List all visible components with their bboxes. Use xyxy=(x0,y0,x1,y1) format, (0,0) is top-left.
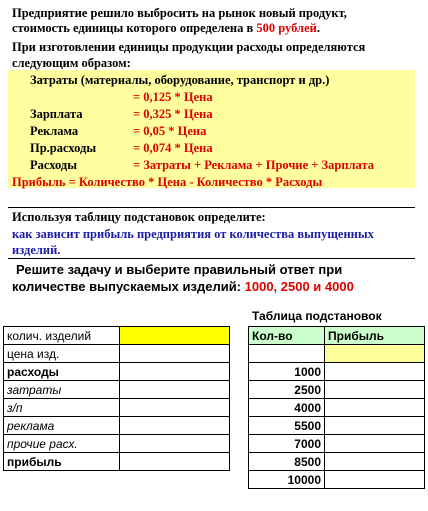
intro-line-2 xyxy=(12,20,320,36)
profit-cell[interactable] xyxy=(325,471,425,489)
table-row xyxy=(4,345,230,363)
table-row xyxy=(249,345,425,363)
task-line-1: Используя таблицу подстановок определите: xyxy=(12,210,266,224)
substitution-table xyxy=(248,326,425,489)
salary-row-label: з/п xyxy=(4,399,120,417)
other-cell[interactable] xyxy=(120,435,230,453)
profit-cell[interactable] xyxy=(325,417,425,435)
table-row xyxy=(249,399,425,417)
task-line-3: изделий. xyxy=(12,243,61,257)
task-bottom-separator xyxy=(8,258,415,259)
table-row xyxy=(249,363,425,381)
profit-header: Прибыль xyxy=(325,327,425,345)
substitution-table-title: Таблица подстановок xyxy=(252,309,382,323)
profit-formula: Прибыль = Количество * Цена - Количество * Расходы xyxy=(12,175,323,189)
table-row xyxy=(4,453,230,471)
profit-cell[interactable] xyxy=(325,381,425,399)
question-line-2 xyxy=(12,279,354,295)
price-label: цена изд. xyxy=(4,345,120,363)
task-line-2: как зависит прибыль предприятия от количества выпущенных xyxy=(12,227,374,241)
other-label: Пр.расходы xyxy=(30,141,97,155)
profit-cell[interactable] xyxy=(120,453,230,471)
table-row xyxy=(249,381,425,399)
qty-cell[interactable]: 1000 xyxy=(249,363,325,381)
product-price: 500 рублей xyxy=(256,21,317,35)
intro-line-4: следующим образом: xyxy=(12,56,131,70)
qty-cell[interactable]: 2500 xyxy=(249,381,325,399)
salary-cell[interactable] xyxy=(120,399,230,417)
table-row xyxy=(4,417,230,435)
other-formula: = 0,074 * Цена xyxy=(133,141,213,155)
task-separator xyxy=(8,207,415,208)
profit-cell[interactable] xyxy=(325,453,425,471)
qty-cell[interactable]: 5500 xyxy=(249,417,325,435)
intro-line-3: При изготовлении единицы продукции расходы определяются xyxy=(12,40,366,54)
formula-profit-cell[interactable] xyxy=(325,345,425,363)
salary-formula: = 0,325 * Цена xyxy=(133,107,213,121)
expenses-cell[interactable] xyxy=(120,363,230,381)
table-header-row xyxy=(249,327,425,345)
expenses-label: Расходы xyxy=(30,158,78,172)
qty-cell[interactable]: 10000 xyxy=(249,471,325,489)
expenses-formula: = Затраты + Реклама + Прочие + Зарплата xyxy=(133,158,375,172)
table-row xyxy=(249,435,425,453)
ads-row-label: реклама xyxy=(4,417,120,435)
table-row xyxy=(249,417,425,435)
table-row xyxy=(4,435,230,453)
costs-formula: = 0,125 * Цена xyxy=(133,90,213,104)
intro-line-2-text: стоимость единицы которого определена в xyxy=(12,21,257,35)
profit-cell[interactable] xyxy=(325,435,425,453)
table-row xyxy=(4,327,230,345)
qty-label: колич. изделий xyxy=(4,327,120,345)
formula-qty-cell[interactable] xyxy=(249,345,325,363)
table-row xyxy=(4,381,230,399)
costs-cell[interactable] xyxy=(120,381,230,399)
question-line-2-text: количестве выпускаемых изделий: xyxy=(12,279,245,294)
salary-label: Зарплата xyxy=(30,107,83,121)
qty-cell[interactable]: 8500 xyxy=(249,453,325,471)
intro-line-1: Предприятие решило выбросить на рынок новый продукт, xyxy=(12,6,347,20)
ads-label: Реклама xyxy=(30,124,79,138)
question-values: 1000, 2500 и 4000 xyxy=(244,279,354,294)
table-row xyxy=(4,399,230,417)
expenses-row-label: расходы xyxy=(4,363,120,381)
question-line-1: Решите задачу и выберите правильный ответ при xyxy=(16,262,343,277)
qty-input-cell[interactable] xyxy=(120,327,230,345)
calculation-table xyxy=(3,326,230,471)
price-cell[interactable] xyxy=(120,345,230,363)
table-row xyxy=(4,363,230,381)
qty-cell[interactable]: 4000 xyxy=(249,399,325,417)
profit-cell[interactable] xyxy=(325,363,425,381)
qty-cell[interactable]: 7000 xyxy=(249,435,325,453)
profit-cell[interactable] xyxy=(325,399,425,417)
costs-row-label: затраты xyxy=(4,381,120,399)
intro-line-2-end: . xyxy=(316,21,320,35)
profit-row-label: прибыль xyxy=(4,453,120,471)
table-row xyxy=(249,453,425,471)
ads-cell[interactable] xyxy=(120,417,230,435)
ads-formula: = 0,05 * Цена xyxy=(133,124,207,138)
costs-label: Затраты (материалы, оборудование, транспорт и др.) xyxy=(30,73,330,87)
qty-header: Кол-во xyxy=(249,327,325,345)
table-row xyxy=(249,471,425,489)
other-row-label: прочие расх. xyxy=(4,435,120,453)
